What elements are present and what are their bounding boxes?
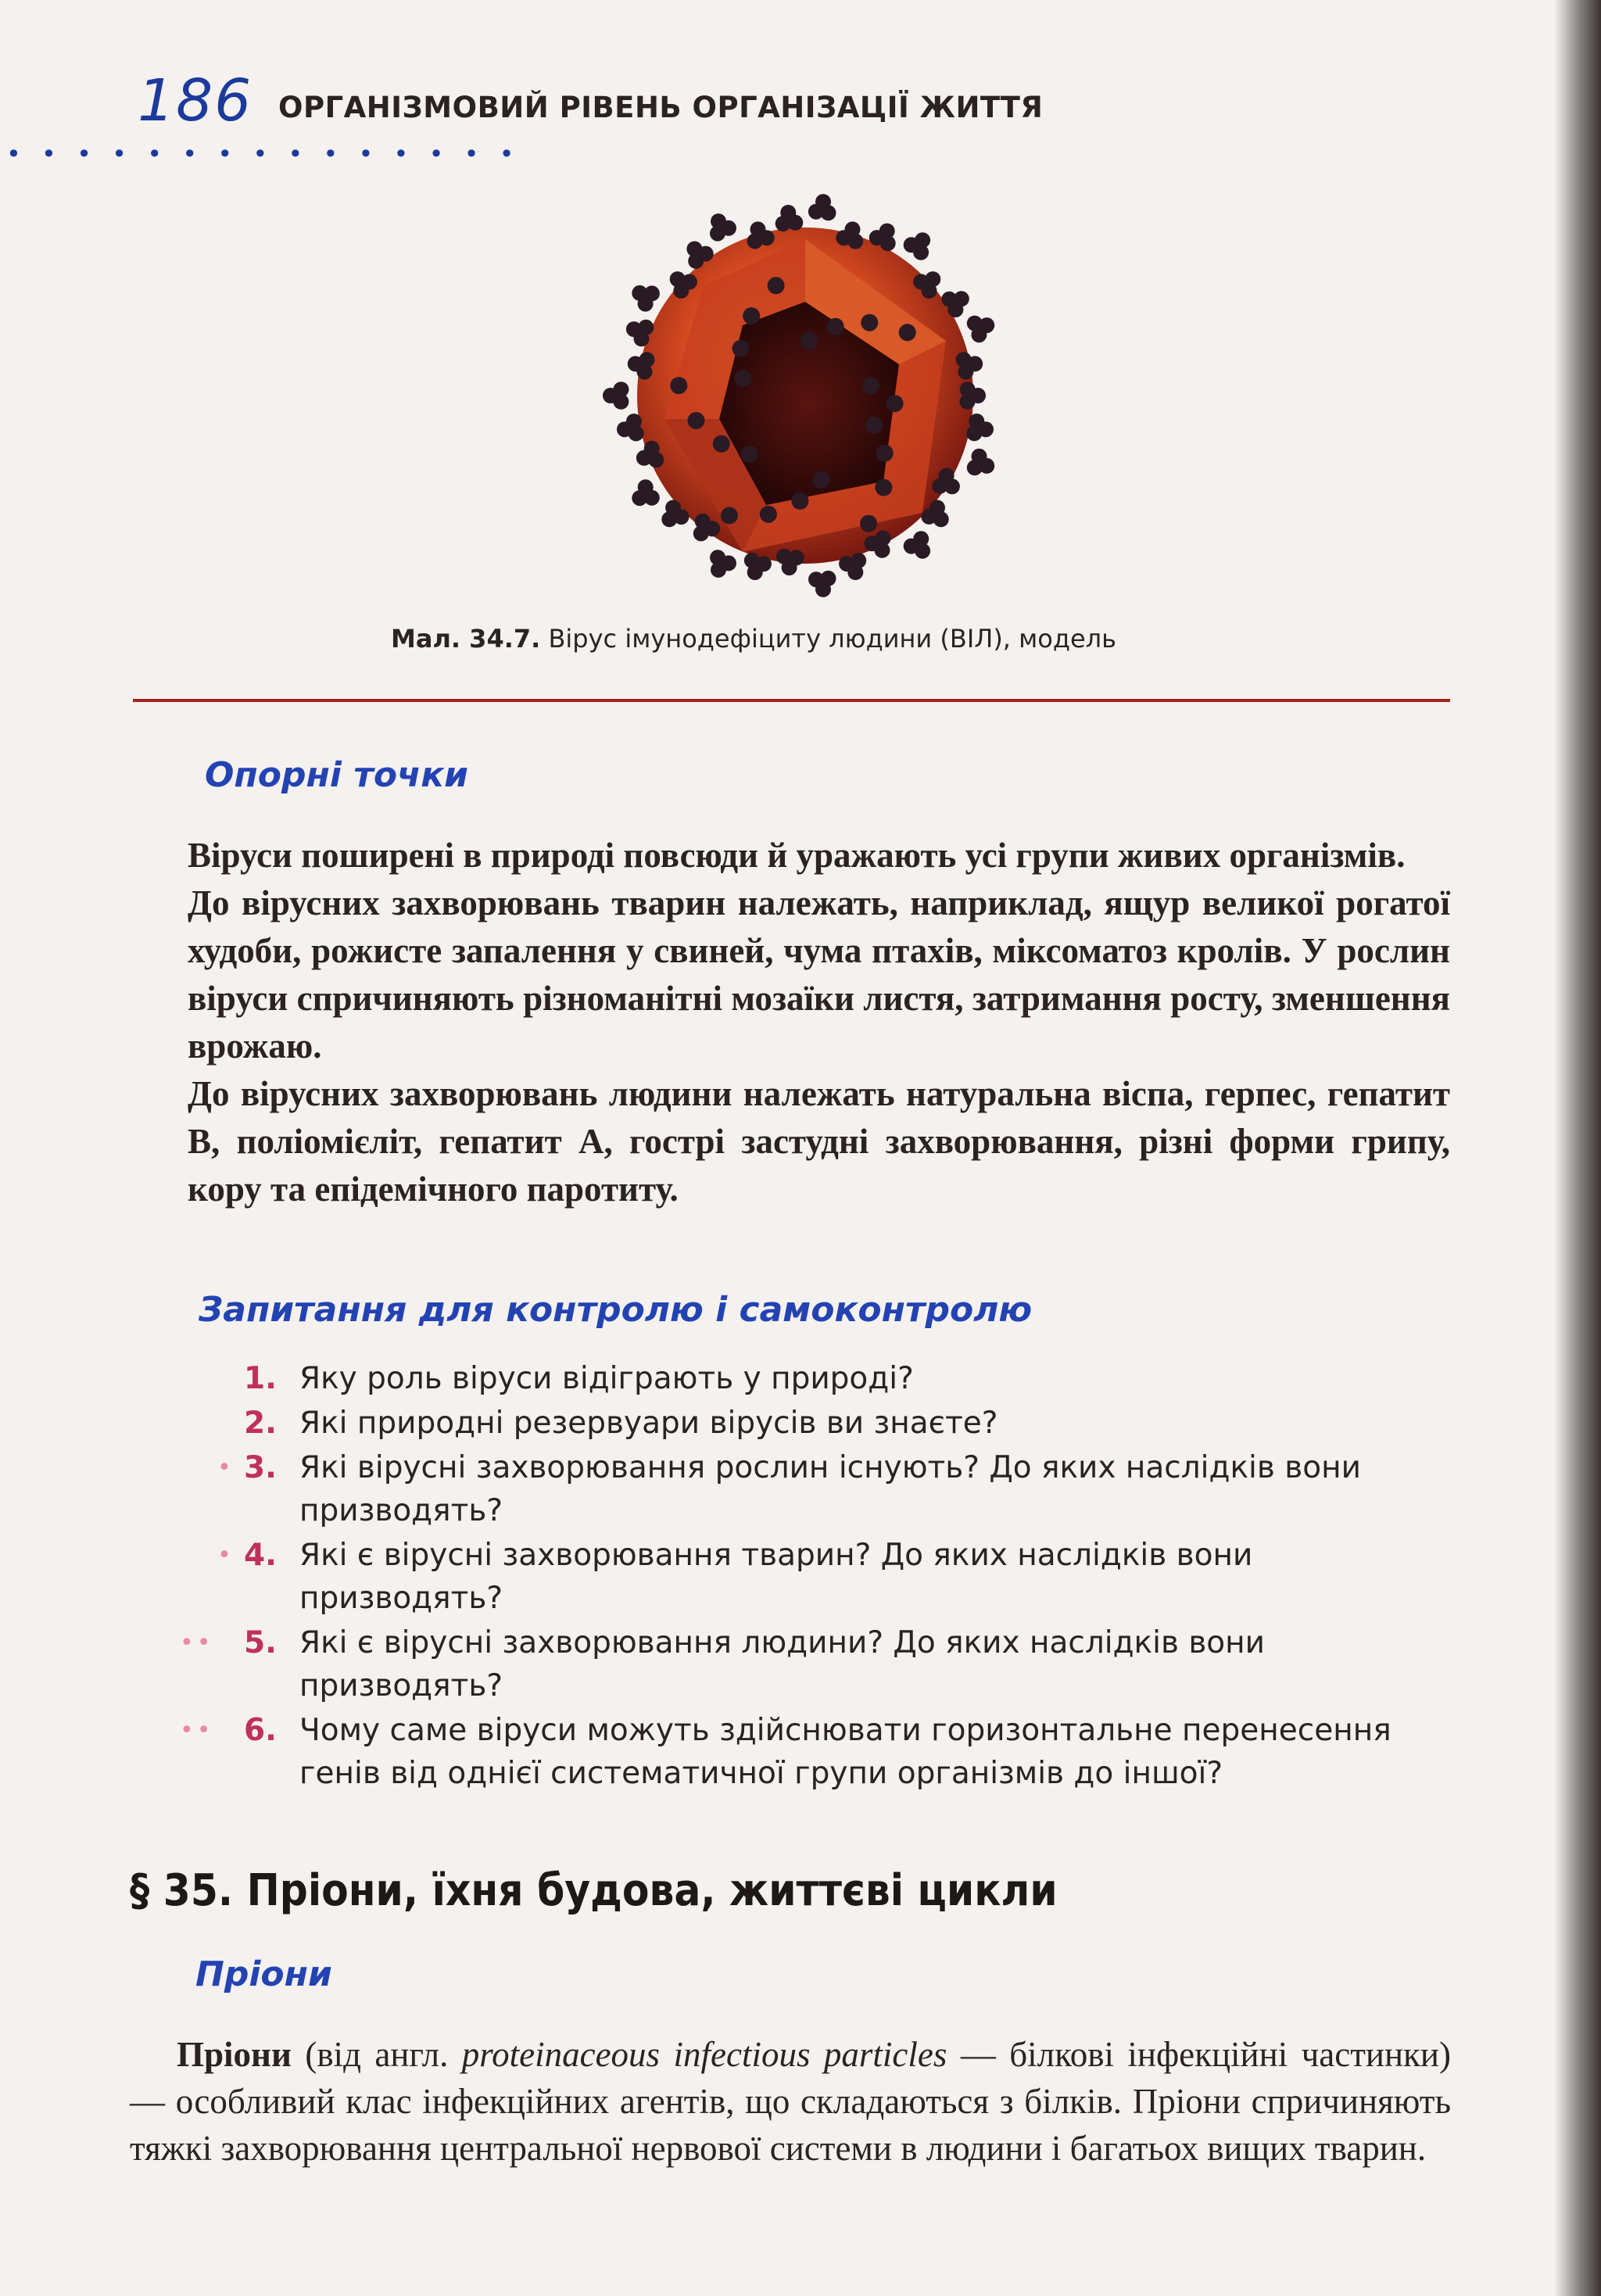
spike-knob	[956, 352, 972, 367]
spike-knob	[876, 445, 894, 462]
spike-knob	[756, 556, 772, 571]
spike-knob	[670, 377, 687, 394]
spike-knob	[688, 253, 704, 269]
hiv-virus-figure	[594, 184, 1016, 607]
spike-knob	[827, 318, 844, 335]
question-text: Які є вірусні захворювання людини? До яких наслідків вони призводять?	[299, 1625, 1266, 1703]
spike-knob	[747, 234, 763, 249]
spike-knob	[710, 226, 725, 242]
spike-knob	[638, 296, 654, 312]
spike-knob	[972, 449, 987, 464]
spike-knob	[865, 417, 883, 434]
spike-knob	[732, 340, 750, 357]
key-point-paragraph: До вірусних захворювань тварин належать, наприклад, ящур великої рогатої худоби, рожисте запалення у свиней, чума птахів, міксоматоз кролів. У рослин віруси спричиняють різноманітні мозаїки листя, затримання росту, зменшення врожаю.	[188, 883, 1450, 1066]
question-text: Які природні резервуари вірусів ви знаєте?	[299, 1406, 998, 1441]
spike-knob	[743, 307, 760, 324]
spike-knob	[704, 521, 720, 536]
spike-knob	[791, 493, 808, 510]
header-dots: • • • • • • • • • • • • • • •	[6, 139, 521, 169]
spike-knob	[875, 479, 892, 496]
spike-knob	[960, 381, 976, 397]
spike-knob	[741, 446, 758, 463]
question-number: 2.	[244, 1406, 277, 1441]
spike-knob	[913, 274, 929, 289]
spike-knob	[969, 414, 984, 429]
spike-knob	[721, 555, 736, 571]
prions-intro: (від англ.	[291, 2035, 462, 2074]
question-number: 3.	[244, 1450, 277, 1485]
key-point-paragraph: Віруси поширені в природі повсюди й уражають усі групи живих організмів.	[188, 836, 1406, 875]
spike-knob	[851, 553, 866, 568]
question-text: Які вірусні захворювання рослин існують? До яких наслідків вони призводять?	[299, 1450, 1361, 1528]
spike-knob	[768, 277, 785, 294]
prions-term: Пріони	[177, 2035, 292, 2074]
prions-paragraph	[130, 2031, 1451, 2172]
question-text: Яку роль віруси відіграють у природі?	[299, 1361, 914, 1396]
question-item	[172, 1709, 1454, 1795]
prions-latin-term: proteinaceous infectious particles	[461, 2035, 947, 2074]
spike-knob	[775, 216, 791, 231]
spike-knob	[673, 283, 689, 299]
prions-subheading: Пріони	[195, 1954, 332, 1994]
question-item	[172, 1534, 1454, 1620]
questions-list	[172, 1357, 1454, 1796]
spike-knob	[760, 506, 777, 523]
running-title: ОРГАНІЗМОВИЙ РІВЕНЬ ОРГАНІЗАЦІЇ ЖИТТЯ	[278, 91, 1044, 124]
key-point-paragraph: До вірусних захворювань людини належать натуральна віспа, герпес, гепатит B, поліомієліт, гепатит A, гострі застудні захворювання, різні форми грипу, кору та епідемічного паротиту.	[188, 1074, 1450, 1209]
figure-caption	[391, 624, 1116, 654]
difficulty-marks: •	[217, 1542, 235, 1569]
page-number: 186	[138, 67, 253, 134]
key-points-text	[188, 832, 1450, 1213]
spike-knob	[721, 507, 738, 525]
spike-knob	[929, 500, 945, 516]
figure-caption-text: Вірус імунодефіциту людини (ВІЛ), модель	[540, 624, 1116, 654]
spike-knob	[941, 292, 957, 307]
prions-definition: — білкові інфекційні частинки) — особливий клас інфекційних агентів, що складаються з білків. Пріони спричиняють тяжкі захворювання центральної нервової системи в людини і багатьох вищих тварин.	[130, 2035, 1451, 2168]
spike-knob	[821, 571, 836, 586]
spike-knob	[876, 530, 891, 546]
spike-knob	[861, 314, 878, 331]
spike-knob	[713, 435, 730, 453]
spike-knob	[812, 471, 829, 489]
question-item	[172, 1621, 1454, 1707]
spike-knob	[789, 550, 804, 565]
spike-knob	[899, 324, 916, 341]
difficulty-marks: •	[217, 1454, 235, 1481]
question-number: 4.	[244, 1538, 277, 1573]
section-title: § 35. Пріони, їхня будова, життєві цикли	[130, 1865, 1058, 1916]
question-number: 6.	[244, 1713, 277, 1748]
figure-caption-label: Мал. 34.7.	[391, 624, 541, 654]
spike-knob	[808, 204, 824, 220]
key-points-heading: Опорні точки	[205, 755, 468, 795]
spike-knob	[688, 412, 705, 429]
hiv-virus-illustration	[594, 184, 1016, 607]
spike-knob	[862, 377, 879, 394]
spike-knob	[904, 237, 919, 253]
question-item	[172, 1402, 1454, 1445]
question-number: 1.	[244, 1361, 277, 1396]
spike-knob	[644, 490, 660, 506]
spike-knob	[674, 509, 689, 525]
spike-knob	[613, 394, 629, 410]
question-text: Чому саме віруси можуть здійснювати горизонтальне перенесення генів від однієї систематичної групи організмів до іншої?	[299, 1713, 1391, 1791]
spike-knob	[637, 364, 653, 380]
section-divider	[133, 699, 1450, 702]
spike-knob	[800, 332, 818, 349]
spike-knob	[860, 515, 877, 532]
difficulty-marks: ••	[180, 1629, 214, 1657]
question-item	[172, 1357, 1454, 1400]
spike-knob	[913, 531, 929, 546]
question-item	[172, 1446, 1454, 1532]
difficulty-marks: ••	[180, 1717, 214, 1744]
questions-heading: Запитання для контролю і самоконтролю	[199, 1290, 1033, 1330]
spike-knob	[648, 452, 664, 467]
spike-knob	[634, 331, 650, 346]
spike-knob	[967, 316, 983, 331]
spike-knob	[629, 425, 644, 441]
spike-knob	[886, 395, 904, 412]
page-edge-shadow	[1554, 0, 1601, 2296]
spike-knob	[734, 370, 751, 387]
question-text: Які є вірусні захворювання тварин? До яких наслідків вони призводять?	[299, 1538, 1253, 1616]
question-number: 5.	[244, 1625, 277, 1660]
spike-knob	[836, 230, 851, 245]
spike-knob	[939, 468, 955, 484]
spike-knob	[869, 230, 885, 245]
